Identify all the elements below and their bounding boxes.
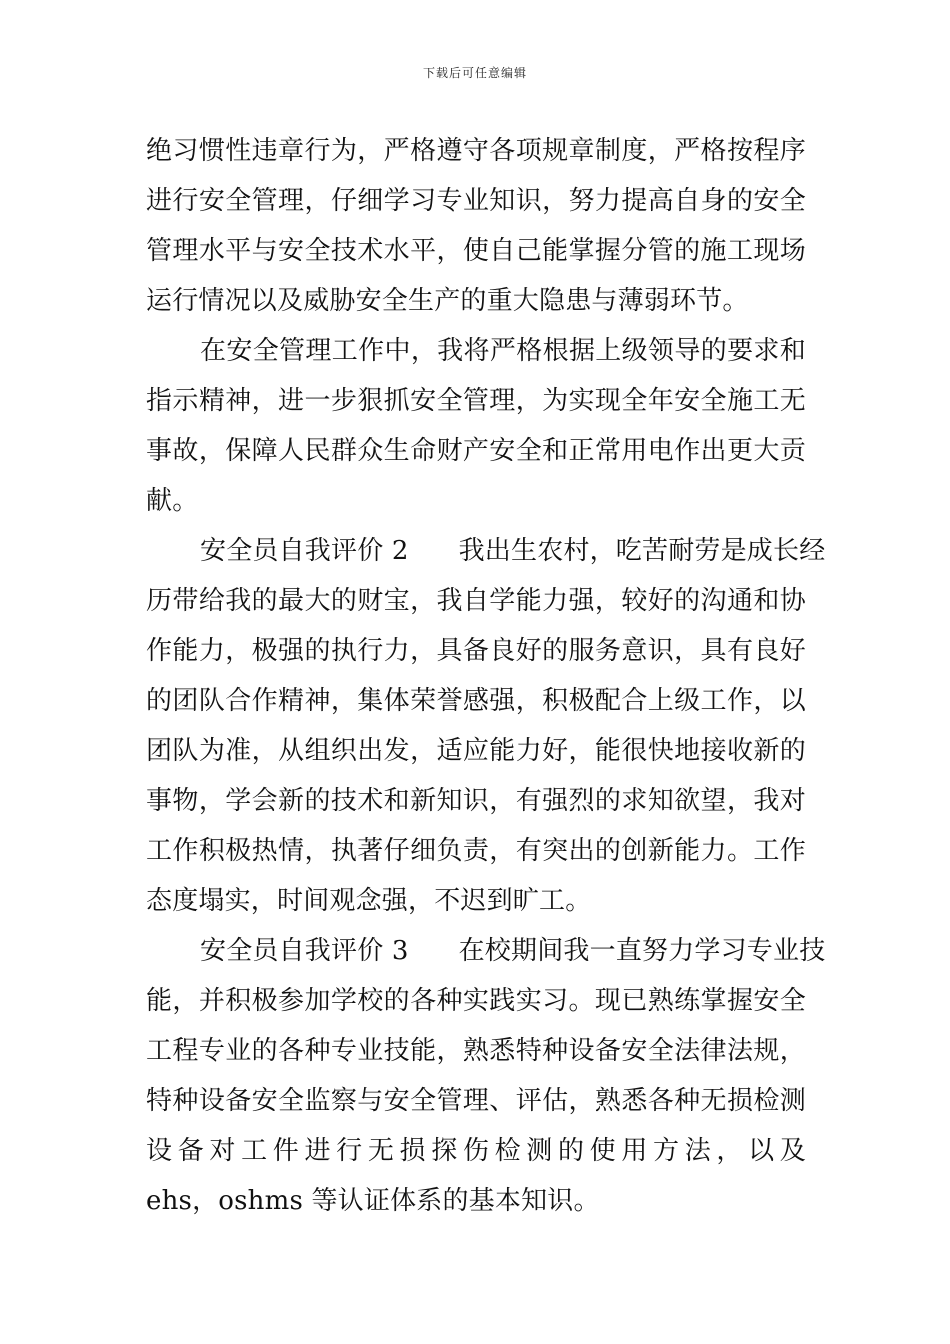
text-line: 历带给我的最大的财宝，我自学能力强，较好的沟通和协 xyxy=(146,586,806,616)
text-line: 团队为准，从组织出发，适应能力好，能很快地接收新的 xyxy=(146,736,806,766)
document-body xyxy=(146,126,826,1226)
paragraph-safety-rules xyxy=(146,126,806,326)
text-line: 进行安全管理，仔细学习专业知识，努力提高自身的安全 xyxy=(146,186,806,216)
paragraph-safety-management xyxy=(146,326,806,526)
text-segment: 我出生农村，吃苦耐劳是成长经 xyxy=(458,536,826,566)
text-line xyxy=(146,526,826,576)
paragraph-self-evaluation-2 xyxy=(146,526,826,926)
text-line: 管理水平与安全技术水平，使自己能掌握分管的施工现场 xyxy=(146,236,806,266)
text-line: 态度塌实，时间观念强，不迟到旷工。 xyxy=(146,886,592,916)
paragraph-self-evaluation-3 xyxy=(146,926,826,1226)
text-line: 特种设备安全监察与安全管理、评估，熟悉各种无损检测 xyxy=(146,1086,806,1116)
page-header-note: 下载后可任意编辑 xyxy=(422,66,527,80)
text-line: ehs，oshms 等认证体系的基本知识。 xyxy=(146,1186,600,1216)
text-line: 献。 xyxy=(146,486,199,516)
text-line: 事故，保障人民群众生命财产安全和正常用电作出更大贡 xyxy=(146,436,806,466)
text-line: 绝习惯性违章行为，严格遵守各项规章制度，严格按程序 xyxy=(146,136,806,166)
text-line: 在安全管理工作中，我将严格根据上级领导的要求和 xyxy=(200,336,806,366)
section-heading: 安全员自我评价 2 xyxy=(200,536,409,566)
text-line: 设备对工件进行无损探伤检测的使用方法，以及 xyxy=(146,1136,806,1166)
text-line: 指示精神，进一步狠抓安全管理，为实现全年安全施工无 xyxy=(146,386,806,416)
text-line xyxy=(146,926,826,976)
text-segment: 在校期间我一直努力学习专业技 xyxy=(458,936,826,966)
text-line: 工作积极热情，执著仔细负责，有突出的创新能力。工作 xyxy=(146,836,806,866)
text-line: 的团队合作精神，集体荣誉感强，积极配合上级工作，以 xyxy=(146,686,806,716)
text-line: 工程专业的各种专业技能，熟悉特种设备安全法律法规， xyxy=(146,1036,806,1066)
text-line: 运行情况以及威胁安全生产的重大隐患与薄弱环节。 xyxy=(146,286,749,316)
text-line: 事物，学会新的技术和新知识，有强烈的求知欲望，我对 xyxy=(146,786,806,816)
section-heading: 安全员自我评价 3 xyxy=(200,936,409,966)
text-line: 能，并积极参加学校的各种实践实习。现已熟练掌握安全 xyxy=(146,986,806,1016)
text-line: 作能力，极强的执行力，具备良好的服务意识，具有良好 xyxy=(146,636,806,666)
